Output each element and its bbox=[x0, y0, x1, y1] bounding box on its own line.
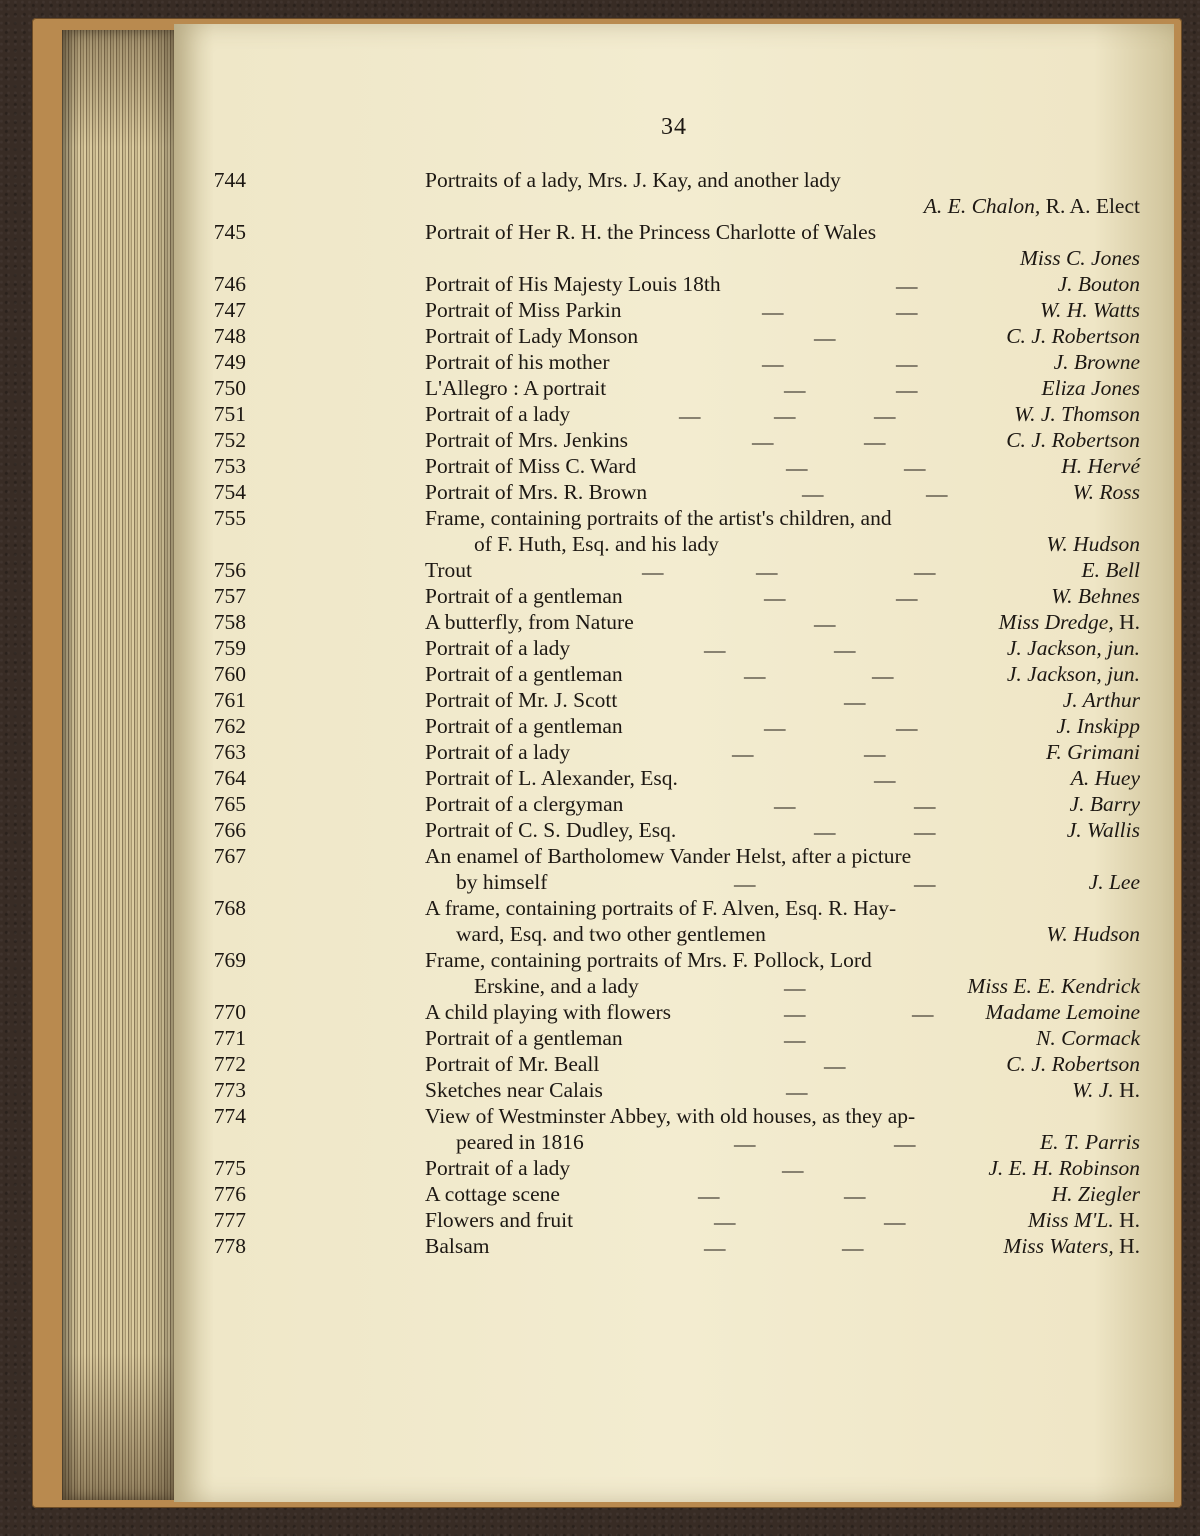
artist-name-text: W. J. Thomson bbox=[1014, 402, 1140, 426]
artist-name-text: J. Browne bbox=[1053, 350, 1140, 374]
artist-name-text: H. Hervé bbox=[1061, 454, 1140, 478]
entry-number: 770 bbox=[213, 1000, 246, 1024]
catalogue-entry bbox=[174, 950, 1174, 974]
artist-name bbox=[1081, 560, 1140, 582]
entry-title: A frame, containing portraits of F. Alven, Esq. R. Hay- bbox=[425, 896, 897, 920]
artist-name bbox=[1040, 300, 1140, 322]
dash-separator: — bbox=[894, 1132, 916, 1156]
entry-number: 778 bbox=[213, 1234, 246, 1258]
dash-separator: — bbox=[842, 1236, 864, 1260]
artist-name-text: J. Barry bbox=[1069, 792, 1140, 816]
artist-name-text: Miss E. E. Kendrick bbox=[967, 974, 1140, 998]
dash-separator: — bbox=[734, 872, 756, 896]
artist-name bbox=[1014, 404, 1140, 426]
artist-name-text: W. Ross bbox=[1072, 480, 1140, 504]
dash-separator: — bbox=[874, 404, 896, 428]
entry-title: Portrait of Her R. H. the Princess Charlotte of Wales bbox=[425, 220, 877, 244]
dash-separator: — bbox=[896, 586, 918, 610]
entry-title: Portrait of a lady bbox=[425, 1156, 571, 1180]
entry-title: Portrait of a lady bbox=[425, 636, 571, 660]
entry-number: 767 bbox=[213, 844, 246, 868]
artist-designation: R. A. Elect bbox=[1040, 194, 1140, 218]
entry-title: Portrait of a gentleman bbox=[425, 662, 623, 686]
artist-name-text: J. Wallis bbox=[1066, 818, 1140, 842]
entry-title-continuation: of F. Huth, Esq. and his lady bbox=[474, 532, 719, 556]
artist-name bbox=[1071, 768, 1140, 790]
entry-number: 761 bbox=[213, 688, 246, 712]
entry-number: 772 bbox=[213, 1052, 246, 1076]
entry-title: Portrait of Mr. J. Scott bbox=[425, 688, 618, 712]
catalogue-entry bbox=[174, 170, 1174, 194]
dash-separator: — bbox=[756, 560, 778, 584]
entry-number: 755 bbox=[213, 506, 246, 530]
entry-title: Flowers and fruit bbox=[425, 1208, 574, 1232]
entry-title: Portrait of a gentleman bbox=[425, 1026, 623, 1050]
catalogue-page bbox=[174, 24, 1174, 1502]
entry-title: Portrait of a gentleman bbox=[425, 584, 623, 608]
entry-number: 751 bbox=[213, 402, 246, 426]
dash-separator: — bbox=[764, 586, 786, 610]
dash-separator: — bbox=[784, 976, 806, 1000]
artist-name-text: W. Behnes bbox=[1051, 584, 1140, 608]
dash-separator: — bbox=[774, 404, 796, 428]
artist-name-text: A. Huey bbox=[1070, 766, 1140, 790]
dash-separator: — bbox=[814, 326, 836, 350]
artist-name-text: J. Lee bbox=[1088, 870, 1140, 894]
artist-name-text: Eliza Jones bbox=[1041, 376, 1140, 400]
dash-separator: — bbox=[734, 1132, 756, 1156]
dash-separator: — bbox=[802, 482, 824, 506]
entry-number: 765 bbox=[213, 792, 246, 816]
entry-number: 771 bbox=[213, 1026, 246, 1050]
dash-separator: — bbox=[914, 794, 936, 818]
artist-name-text: N. Cormack bbox=[1036, 1026, 1140, 1050]
dash-separator: — bbox=[784, 1028, 806, 1052]
entry-title: Portraits of a lady, Mrs. J. Kay, and another lady bbox=[425, 168, 841, 192]
artist-name bbox=[1007, 664, 1140, 686]
entry-number: 753 bbox=[213, 454, 246, 478]
artist-name bbox=[1056, 716, 1140, 738]
catalogue-entry bbox=[174, 1210, 1174, 1234]
entry-number: 758 bbox=[213, 610, 246, 634]
catalogue-entry bbox=[174, 378, 1174, 402]
dash-separator: — bbox=[704, 1236, 726, 1260]
catalogue-listing bbox=[174, 24, 1174, 1502]
entry-title: Sketches near Calais bbox=[425, 1078, 603, 1102]
artist-designation: H. bbox=[1113, 1078, 1140, 1102]
dash-separator: — bbox=[872, 664, 894, 688]
entry-number: 744 bbox=[213, 168, 246, 192]
artist-name-text: J. E. H. Robinson bbox=[988, 1156, 1140, 1180]
catalogue-entry bbox=[174, 768, 1174, 792]
entry-title-continuation: ward, Esq. and two other gentlemen bbox=[456, 922, 766, 946]
artist-name-text: J. Bouton bbox=[1057, 272, 1140, 296]
artist-name bbox=[1051, 586, 1140, 608]
catalogue-entry bbox=[174, 716, 1174, 740]
dash-separator: — bbox=[896, 300, 918, 324]
dash-separator: — bbox=[896, 274, 918, 298]
dash-separator: — bbox=[786, 456, 808, 480]
artist-designation: H. bbox=[1113, 1234, 1140, 1258]
artist-name bbox=[1089, 872, 1140, 894]
artist-name bbox=[1063, 690, 1140, 712]
dash-separator: — bbox=[896, 352, 918, 376]
catalogue-entry bbox=[174, 1080, 1174, 1104]
entry-number: 773 bbox=[213, 1078, 246, 1102]
catalogue-entry bbox=[174, 508, 1174, 532]
artist-name-text: Madame Lemoine bbox=[985, 1000, 1140, 1024]
dash-separator: — bbox=[732, 742, 754, 766]
entry-title: Portrait of Miss C. Ward bbox=[425, 454, 637, 478]
dash-separator: — bbox=[774, 794, 796, 818]
catalogue-entry bbox=[174, 742, 1174, 766]
entry-number: 757 bbox=[213, 584, 246, 608]
artist-name-text: A. E. Chalon, bbox=[923, 194, 1041, 218]
artist-name-text: C. J. Robertson bbox=[1006, 1052, 1140, 1076]
entry-number: 746 bbox=[213, 272, 246, 296]
artist-name-text: J. Jackson, jun. bbox=[1006, 636, 1140, 660]
artist-name bbox=[1028, 1210, 1140, 1232]
entry-number: 774 bbox=[213, 1104, 246, 1128]
entry-number: 754 bbox=[213, 480, 246, 504]
entry-title: Portrait of Mrs. R. Brown bbox=[425, 480, 648, 504]
dash-separator: — bbox=[834, 638, 856, 662]
artist-name-text: J. Inskipp bbox=[1056, 714, 1140, 738]
entry-number: 760 bbox=[213, 662, 246, 686]
entry-number: 750 bbox=[213, 376, 246, 400]
dash-separator: — bbox=[784, 378, 806, 402]
entry-title: L'Allegro : A portrait bbox=[425, 376, 607, 400]
artist-name bbox=[1072, 1080, 1140, 1102]
artist-name bbox=[985, 1002, 1140, 1024]
entry-number: 768 bbox=[213, 896, 246, 920]
artist-name bbox=[1046, 534, 1140, 556]
artist-name bbox=[1020, 248, 1140, 270]
dash-separator: — bbox=[704, 638, 726, 662]
artist-name-text: C. J. Robertson bbox=[1006, 428, 1140, 452]
dash-separator: — bbox=[762, 300, 784, 324]
dash-separator: — bbox=[784, 1002, 806, 1026]
artist-name bbox=[1041, 378, 1140, 400]
artist-name-text: H. Ziegler bbox=[1051, 1182, 1140, 1206]
artist-name bbox=[1067, 820, 1140, 842]
artist-name bbox=[1040, 1132, 1140, 1154]
catalogue-entry bbox=[174, 820, 1174, 844]
artist-name-text: Miss M'L. bbox=[1027, 1208, 1114, 1232]
artist-name bbox=[1046, 924, 1140, 946]
artist-name bbox=[1054, 352, 1140, 374]
catalogue-entry bbox=[174, 560, 1174, 584]
dash-separator: — bbox=[782, 1158, 804, 1182]
entry-number: 749 bbox=[213, 350, 246, 374]
entry-number: 777 bbox=[213, 1208, 246, 1232]
artist-name-text: J. Jackson, jun. bbox=[1006, 662, 1140, 686]
artist-name bbox=[1006, 430, 1140, 452]
entry-title: Balsam bbox=[425, 1234, 490, 1258]
artist-name bbox=[1058, 274, 1140, 296]
dash-separator: — bbox=[814, 612, 836, 636]
entry-title: Portrait of Mrs. Jenkins bbox=[425, 428, 629, 452]
catalogue-entry bbox=[174, 690, 1174, 714]
dash-separator: — bbox=[744, 664, 766, 688]
dash-separator: — bbox=[896, 716, 918, 740]
artist-name-text: E. Bell bbox=[1081, 558, 1140, 582]
dash-separator: — bbox=[874, 768, 896, 792]
entry-number: 748 bbox=[213, 324, 246, 348]
catalogue-entry bbox=[174, 1028, 1174, 1052]
artist-name bbox=[924, 196, 1140, 218]
entry-title: An enamel of Bartholomew Vander Helst, after a picture bbox=[425, 844, 912, 868]
entry-title-continuation: by himself bbox=[456, 870, 548, 894]
entry-title: A butterfly, from Nature bbox=[425, 610, 634, 634]
entry-number: 764 bbox=[213, 766, 246, 790]
artist-name-text: Miss Waters, bbox=[1003, 1234, 1114, 1258]
dash-separator: — bbox=[824, 1054, 846, 1078]
entry-title: A child playing with flowers bbox=[425, 1000, 672, 1024]
entry-number: 752 bbox=[213, 428, 246, 452]
entry-title: Frame, containing portraits of the artist's children, and bbox=[425, 506, 892, 530]
entry-number: 775 bbox=[213, 1156, 246, 1180]
dash-separator: — bbox=[896, 378, 918, 402]
dash-separator: — bbox=[914, 560, 936, 584]
catalogue-entry bbox=[174, 586, 1174, 610]
entry-title: Portrait of his mother bbox=[425, 350, 610, 374]
artist-name bbox=[1073, 482, 1140, 504]
dash-separator: — bbox=[698, 1184, 720, 1208]
dash-separator: — bbox=[814, 820, 836, 844]
entry-title: Portrait of a lady bbox=[425, 402, 571, 426]
entry-number: 776 bbox=[213, 1182, 246, 1206]
entry-title: Portrait of a gentleman bbox=[425, 714, 623, 738]
artist-name-text: F. Grimani bbox=[1046, 740, 1140, 764]
entry-title: A cottage scene bbox=[425, 1182, 560, 1206]
entry-number: 769 bbox=[213, 948, 246, 972]
page-number: 34 bbox=[661, 114, 687, 140]
dash-separator: — bbox=[914, 872, 936, 896]
entry-number: 756 bbox=[213, 558, 246, 582]
artist-name-text: Miss Dredge, bbox=[998, 610, 1114, 634]
artist-name bbox=[1046, 742, 1140, 764]
catalogue-entry bbox=[174, 222, 1174, 246]
catalogue-entry bbox=[174, 300, 1174, 324]
catalogue-entry bbox=[174, 898, 1174, 922]
artist-name bbox=[1003, 1236, 1140, 1258]
artist-name bbox=[988, 1158, 1140, 1180]
artist-name bbox=[1061, 456, 1140, 478]
dash-separator: — bbox=[912, 1002, 934, 1026]
entry-title: Portrait of C. S. Dudley, Esq. bbox=[425, 818, 677, 842]
entry-number: 747 bbox=[213, 298, 246, 322]
artist-name-text: Miss C. Jones bbox=[1019, 246, 1140, 270]
entry-title: Portrait of His Majesty Louis 18th bbox=[425, 272, 721, 296]
artist-designation: H. bbox=[1113, 1208, 1140, 1232]
artist-name-text: E. T. Parris bbox=[1040, 1130, 1140, 1154]
artist-name bbox=[1070, 794, 1140, 816]
catalogue-entry bbox=[174, 794, 1174, 818]
entry-title: Portrait of Mr. Beall bbox=[425, 1052, 600, 1076]
catalogue-entry bbox=[174, 846, 1174, 870]
artist-name bbox=[999, 612, 1140, 634]
entry-title: Portrait of Lady Monson bbox=[425, 324, 639, 348]
dash-separator: — bbox=[884, 1210, 906, 1234]
dash-separator: — bbox=[844, 690, 866, 714]
dash-separator: — bbox=[714, 1210, 736, 1234]
page-edges bbox=[62, 30, 174, 1500]
entry-title-continuation: Erskine, and a lady bbox=[474, 974, 639, 998]
artist-name-text: W. Hudson bbox=[1046, 922, 1140, 946]
artist-name bbox=[1007, 638, 1140, 660]
dash-separator: — bbox=[864, 742, 886, 766]
dash-separator: — bbox=[679, 404, 701, 428]
dash-separator: — bbox=[642, 560, 664, 584]
catalogue-entry bbox=[174, 1106, 1174, 1130]
dash-separator: — bbox=[914, 820, 936, 844]
dash-separator: — bbox=[926, 482, 948, 506]
catalogue-entry bbox=[174, 482, 1174, 506]
artist-name-text: J. Arthur bbox=[1062, 688, 1140, 712]
artist-name bbox=[1036, 1028, 1140, 1050]
entry-title-continuation: peared in 1816 bbox=[456, 1130, 584, 1154]
entry-number: 763 bbox=[213, 740, 246, 764]
artist-name bbox=[967, 976, 1140, 998]
entry-title: Portrait of a lady bbox=[425, 740, 571, 764]
artist-name-text: W. H. Watts bbox=[1040, 298, 1140, 322]
entry-number: 759 bbox=[213, 636, 246, 660]
dash-separator: — bbox=[752, 430, 774, 454]
dash-separator: — bbox=[864, 430, 886, 454]
dash-separator: — bbox=[762, 352, 784, 376]
artist-name-text: W. J. bbox=[1072, 1078, 1114, 1102]
artist-name-text: C. J. Robertson bbox=[1006, 324, 1140, 348]
catalogue-entry bbox=[174, 1184, 1174, 1208]
catalogue-entry bbox=[174, 274, 1174, 298]
dash-separator: — bbox=[786, 1080, 808, 1104]
catalogue-entry bbox=[174, 456, 1174, 480]
artist-name bbox=[1006, 326, 1140, 348]
dash-separator: — bbox=[904, 456, 926, 480]
entry-title: Portrait of L. Alexander, Esq. bbox=[425, 766, 678, 790]
artist-name bbox=[1052, 1184, 1140, 1206]
entry-title: Frame, containing portraits of Mrs. F. Pollock, Lord bbox=[425, 948, 872, 972]
artist-name-text: W. Hudson bbox=[1046, 532, 1140, 556]
entry-title: Trout bbox=[425, 558, 473, 582]
dash-separator: — bbox=[764, 716, 786, 740]
entry-title: View of Westminster Abbey, with old houses, as they ap- bbox=[425, 1104, 916, 1128]
entry-title: Portrait of Miss Parkin bbox=[425, 298, 622, 322]
entry-number: 745 bbox=[213, 220, 246, 244]
entry-number: 762 bbox=[213, 714, 246, 738]
entry-title: Portrait of a clergyman bbox=[425, 792, 624, 816]
dash-separator: — bbox=[844, 1184, 866, 1208]
catalogue-entry bbox=[174, 352, 1174, 376]
artist-designation: H. bbox=[1113, 610, 1140, 634]
entry-number: 766 bbox=[213, 818, 246, 842]
artist-name bbox=[1006, 1054, 1140, 1076]
